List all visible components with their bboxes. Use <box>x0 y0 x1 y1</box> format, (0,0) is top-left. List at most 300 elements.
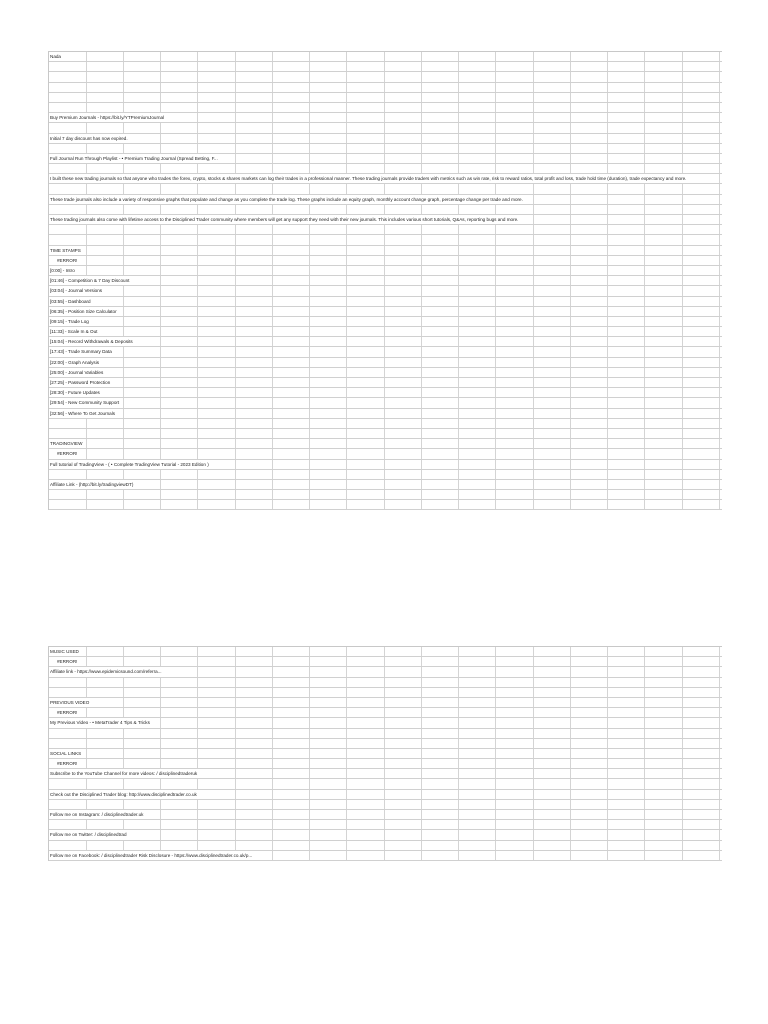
sheet-cell[interactable] <box>87 256 124 265</box>
sheet-cell[interactable] <box>534 759 571 768</box>
sheet-cell[interactable] <box>161 103 198 112</box>
sheet-cell[interactable] <box>534 83 571 92</box>
sheet-cell[interactable] <box>608 72 645 81</box>
sheet-cell[interactable] <box>459 256 496 265</box>
sheet-cell[interactable] <box>608 769 645 778</box>
sheet-cell[interactable] <box>198 810 236 819</box>
sheet-cell[interactable] <box>347 820 385 829</box>
sheet-cell[interactable] <box>161 246 198 255</box>
sheet-cell[interactable] <box>608 749 645 758</box>
sheet-cell[interactable] <box>608 739 645 748</box>
sheet-cell[interactable] <box>645 851 683 860</box>
sheet-cell[interactable] <box>198 62 236 71</box>
sheet-cell[interactable] <box>273 688 310 697</box>
sheet-cell[interactable] <box>161 688 198 697</box>
sheet-cell[interactable] <box>310 164 347 173</box>
sheet-cell[interactable] <box>310 460 347 469</box>
sheet-cell[interactable] <box>608 851 645 860</box>
sheet-cell[interactable] <box>273 769 310 778</box>
sheet-cell[interactable] <box>124 759 161 768</box>
sheet-cell[interactable] <box>459 93 496 102</box>
sheet-cell[interactable] <box>496 810 534 819</box>
sheet-cell[interactable] <box>571 769 608 778</box>
sheet-cell[interactable] <box>385 810 422 819</box>
sheet-cell[interactable] <box>310 327 347 336</box>
sheet-cell[interactable] <box>459 769 496 778</box>
sheet-cell[interactable] <box>645 800 683 809</box>
sheet-cell[interactable] <box>459 449 496 458</box>
sheet-cell[interactable] <box>645 317 683 326</box>
sheet-cell[interactable] <box>87 93 124 102</box>
sheet-cell[interactable] <box>347 83 385 92</box>
sheet-cell[interactable] <box>273 378 310 387</box>
sheet-cell[interactable] <box>571 327 608 336</box>
sheet-cell[interactable] <box>571 266 608 275</box>
sheet-cell[interactable] <box>459 480 496 489</box>
sheet-cell[interactable] <box>87 820 124 829</box>
sheet-cell[interactable] <box>571 297 608 306</box>
sheet-cell[interactable] <box>385 266 422 275</box>
sheet-cell[interactable] <box>683 841 720 850</box>
sheet-cell[interactable] <box>534 419 571 428</box>
sheet-cell[interactable] <box>161 256 198 265</box>
sheet-cell[interactable] <box>608 398 645 407</box>
sheet-cell[interactable] <box>310 480 347 489</box>
sheet-cell[interactable] <box>422 718 459 727</box>
sheet-cell[interactable] <box>347 657 385 666</box>
sheet-cell[interactable] <box>198 667 236 676</box>
sheet-cell[interactable] <box>161 429 198 438</box>
sheet-cell[interactable] <box>310 368 347 377</box>
sheet-cell[interactable] <box>236 480 273 489</box>
sheet-cell[interactable] <box>422 184 459 193</box>
sheet-cell[interactable] <box>273 810 310 819</box>
sheet-cell[interactable] <box>236 72 273 81</box>
sheet-cell[interactable] <box>385 225 422 234</box>
sheet-cell[interactable] <box>347 93 385 102</box>
sheet-cell[interactable] <box>347 810 385 819</box>
sheet-cell[interactable] <box>422 144 459 153</box>
sheet-cell[interactable] <box>571 184 608 193</box>
sheet-cell[interactable] <box>683 144 720 153</box>
sheet-cell[interactable] <box>608 215 645 224</box>
sheet-cell[interactable] <box>273 419 310 428</box>
sheet-cell[interactable] <box>683 790 720 799</box>
sheet-cell[interactable] <box>87 739 124 748</box>
sheet-cell[interactable] <box>161 810 198 819</box>
sheet-cell[interactable] <box>236 256 273 265</box>
sheet-cell[interactable] <box>683 113 720 122</box>
sheet-cell[interactable] <box>310 317 347 326</box>
sheet-cell[interactable] <box>571 347 608 356</box>
sheet-cell[interactable] <box>198 164 236 173</box>
sheet-cell[interactable] <box>161 368 198 377</box>
sheet-cell[interactable] <box>422 164 459 173</box>
sheet-cell[interactable] <box>422 52 459 61</box>
sheet-cell[interactable] <box>347 460 385 469</box>
sheet-cell[interactable] <box>534 368 571 377</box>
sheet-cell[interactable] <box>161 841 198 850</box>
sheet-cell[interactable] <box>161 113 198 122</box>
sheet-cell[interactable] <box>273 439 310 448</box>
sheet-cell[interactable] <box>124 72 161 81</box>
sheet-cell[interactable] <box>571 103 608 112</box>
sheet-cell[interactable] <box>310 378 347 387</box>
sheet-cell[interactable] <box>87 62 124 71</box>
sheet-cell[interactable] <box>571 500 608 509</box>
sheet-cell[interactable] <box>645 225 683 234</box>
sheet-cell[interactable] <box>608 667 645 676</box>
sheet-cell[interactable] <box>124 657 161 666</box>
sheet-cell[interactable] <box>87 225 124 234</box>
sheet-cell[interactable] <box>385 759 422 768</box>
sheet-cell[interactable] <box>459 419 496 428</box>
sheet-cell[interactable] <box>645 419 683 428</box>
sheet-cell[interactable] <box>161 729 198 738</box>
sheet-cell[interactable] <box>496 164 534 173</box>
sheet-cell[interactable] <box>459 297 496 306</box>
sheet-cell[interactable] <box>534 215 571 224</box>
sheet-cell[interactable] <box>273 103 310 112</box>
sheet-cell[interactable] <box>459 347 496 356</box>
sheet-cell[interactable] <box>310 266 347 275</box>
sheet-cell[interactable] <box>273 113 310 122</box>
sheet-cell[interactable] <box>683 225 720 234</box>
sheet-cell[interactable] <box>49 123 87 132</box>
sheet-cell[interactable] <box>347 154 385 163</box>
sheet-cell[interactable] <box>534 286 571 295</box>
sheet-cell[interactable] <box>310 851 347 860</box>
sheet-cell[interactable] <box>571 398 608 407</box>
sheet-cell[interactable] <box>124 749 161 758</box>
sheet-cell[interactable] <box>534 72 571 81</box>
sheet-cell[interactable] <box>385 286 422 295</box>
sheet-cell[interactable] <box>347 830 385 839</box>
sheet-cell[interactable] <box>49 500 87 509</box>
sheet-cell[interactable] <box>273 276 310 285</box>
sheet-cell[interactable] <box>124 266 161 275</box>
sheet-cell[interactable] <box>645 62 683 71</box>
sheet-cell[interactable] <box>645 698 683 707</box>
sheet-cell[interactable] <box>124 164 161 173</box>
sheet-cell[interactable] <box>198 678 236 687</box>
sheet-cell[interactable] <box>310 144 347 153</box>
sheet-cell[interactable] <box>198 500 236 509</box>
sheet-cell[interactable] <box>645 337 683 346</box>
sheet-cell[interactable] <box>496 337 534 346</box>
sheet-cell[interactable] <box>496 297 534 306</box>
sheet-cell[interactable] <box>49 62 87 71</box>
sheet-cell[interactable] <box>124 490 161 499</box>
sheet-cell[interactable] <box>161 307 198 316</box>
sheet-cell[interactable] <box>459 749 496 758</box>
sheet-cell[interactable] <box>422 123 459 132</box>
sheet-cell[interactable] <box>683 256 720 265</box>
sheet-cell[interactable] <box>385 678 422 687</box>
sheet-cell[interactable] <box>422 678 459 687</box>
sheet-cell[interactable] <box>161 500 198 509</box>
sheet-cell[interactable] <box>683 347 720 356</box>
sheet-cell[interactable] <box>385 779 422 788</box>
sheet-cell[interactable] <box>198 286 236 295</box>
sheet-cell[interactable] <box>49 72 87 81</box>
sheet-cell[interactable] <box>124 820 161 829</box>
sheet-cell[interactable] <box>459 460 496 469</box>
sheet-cell[interactable] <box>534 62 571 71</box>
sheet-cell[interactable] <box>608 688 645 697</box>
sheet-cell[interactable] <box>236 429 273 438</box>
sheet-cell[interactable] <box>422 93 459 102</box>
sheet-cell[interactable] <box>608 470 645 479</box>
sheet-cell[interactable] <box>496 678 534 687</box>
sheet-cell[interactable] <box>347 698 385 707</box>
sheet-cell[interactable] <box>645 246 683 255</box>
sheet-cell[interactable] <box>87 779 124 788</box>
sheet-cell[interactable] <box>310 225 347 234</box>
sheet-cell[interactable] <box>236 739 273 748</box>
sheet-cell[interactable] <box>310 718 347 727</box>
sheet-cell[interactable] <box>422 103 459 112</box>
sheet-cell[interactable] <box>273 347 310 356</box>
sheet-cell[interactable] <box>385 749 422 758</box>
sheet-cell[interactable] <box>459 184 496 193</box>
sheet-cell[interactable] <box>310 358 347 367</box>
sheet-cell[interactable] <box>571 256 608 265</box>
sheet-cell[interactable] <box>683 317 720 326</box>
sheet-cell[interactable] <box>496 790 534 799</box>
sheet-cell[interactable] <box>87 439 124 448</box>
sheet-cell[interactable] <box>198 480 236 489</box>
sheet-cell[interactable] <box>310 409 347 418</box>
sheet-cell[interactable] <box>385 327 422 336</box>
sheet-cell[interactable] <box>534 688 571 697</box>
sheet-cell[interactable] <box>496 657 534 666</box>
sheet-cell[interactable] <box>422 297 459 306</box>
sheet-cell[interactable] <box>310 810 347 819</box>
sheet-cell[interactable] <box>571 698 608 707</box>
sheet-cell[interactable] <box>87 72 124 81</box>
sheet-cell[interactable] <box>124 347 161 356</box>
sheet-cell[interactable] <box>571 388 608 397</box>
sheet-cell[interactable] <box>236 769 273 778</box>
sheet-cell[interactable] <box>124 62 161 71</box>
sheet-cell[interactable] <box>683 678 720 687</box>
sheet-cell[interactable] <box>236 657 273 666</box>
sheet-cell[interactable] <box>645 678 683 687</box>
sheet-cell[interactable] <box>49 688 87 697</box>
sheet-cell[interactable] <box>683 739 720 748</box>
sheet-cell[interactable] <box>571 52 608 61</box>
sheet-cell[interactable] <box>683 378 720 387</box>
sheet-cell[interactable] <box>422 205 459 214</box>
sheet-cell[interactable] <box>310 729 347 738</box>
sheet-cell[interactable] <box>273 667 310 676</box>
sheet-cell[interactable] <box>310 841 347 850</box>
sheet-cell[interactable] <box>273 164 310 173</box>
sheet-cell[interactable] <box>496 718 534 727</box>
sheet-cell[interactable] <box>161 378 198 387</box>
sheet-cell[interactable] <box>161 657 198 666</box>
sheet-cell[interactable] <box>124 246 161 255</box>
sheet-cell[interactable] <box>608 307 645 316</box>
sheet-cell[interactable] <box>496 83 534 92</box>
sheet-cell[interactable] <box>459 235 496 244</box>
sheet-cell[interactable] <box>310 205 347 214</box>
sheet-cell[interactable] <box>385 419 422 428</box>
sheet-cell[interactable] <box>385 358 422 367</box>
sheet-cell[interactable] <box>422 460 459 469</box>
sheet-cell[interactable] <box>161 337 198 346</box>
sheet-cell[interactable] <box>571 123 608 132</box>
sheet-cell[interactable] <box>459 851 496 860</box>
sheet-cell[interactable] <box>273 327 310 336</box>
sheet-cell[interactable] <box>645 368 683 377</box>
sheet-cell[interactable] <box>273 779 310 788</box>
sheet-cell[interactable] <box>385 800 422 809</box>
sheet-cell[interactable] <box>683 708 720 717</box>
sheet-cell[interactable] <box>161 164 198 173</box>
sheet-cell[interactable] <box>459 134 496 143</box>
sheet-cell[interactable] <box>571 144 608 153</box>
sheet-cell[interactable] <box>236 667 273 676</box>
sheet-cell[interactable] <box>87 800 124 809</box>
sheet-cell[interactable] <box>422 739 459 748</box>
sheet-cell[interactable] <box>161 134 198 143</box>
sheet-cell[interactable] <box>534 327 571 336</box>
sheet-cell[interactable] <box>87 729 124 738</box>
sheet-cell[interactable] <box>571 439 608 448</box>
sheet-cell[interactable] <box>534 266 571 275</box>
sheet-cell[interactable] <box>236 449 273 458</box>
sheet-cell[interactable] <box>645 759 683 768</box>
sheet-cell[interactable] <box>608 460 645 469</box>
sheet-cell[interactable] <box>608 678 645 687</box>
sheet-cell[interactable] <box>161 667 198 676</box>
sheet-cell[interactable] <box>496 470 534 479</box>
sheet-cell[interactable] <box>608 409 645 418</box>
sheet-cell[interactable] <box>422 698 459 707</box>
sheet-cell[interactable] <box>198 337 236 346</box>
sheet-cell[interactable] <box>534 500 571 509</box>
sheet-cell[interactable] <box>273 358 310 367</box>
sheet-cell[interactable] <box>49 739 87 748</box>
sheet-cell[interactable] <box>273 144 310 153</box>
sheet-cell[interactable] <box>459 307 496 316</box>
sheet-cell[interactable] <box>645 378 683 387</box>
sheet-cell[interactable] <box>87 123 124 132</box>
sheet-cell[interactable] <box>347 388 385 397</box>
sheet-cell[interactable] <box>347 378 385 387</box>
sheet-cell[interactable] <box>198 647 236 656</box>
sheet-cell[interactable] <box>385 657 422 666</box>
sheet-cell[interactable] <box>459 398 496 407</box>
sheet-cell[interactable] <box>422 72 459 81</box>
sheet-cell[interactable] <box>683 800 720 809</box>
sheet-cell[interactable] <box>385 93 422 102</box>
sheet-cell[interactable] <box>273 235 310 244</box>
sheet-cell[interactable] <box>273 134 310 143</box>
sheet-cell[interactable] <box>310 419 347 428</box>
sheet-cell[interactable] <box>571 235 608 244</box>
sheet-cell[interactable] <box>124 409 161 418</box>
sheet-cell[interactable] <box>608 657 645 666</box>
sheet-cell[interactable] <box>422 810 459 819</box>
sheet-cell[interactable] <box>683 286 720 295</box>
sheet-cell[interactable] <box>608 368 645 377</box>
sheet-cell[interactable] <box>645 52 683 61</box>
sheet-cell[interactable] <box>571 317 608 326</box>
sheet-cell[interactable] <box>645 779 683 788</box>
sheet-cell[interactable] <box>347 184 385 193</box>
sheet-cell[interactable] <box>124 256 161 265</box>
sheet-cell[interactable] <box>534 297 571 306</box>
sheet-cell[interactable] <box>534 409 571 418</box>
sheet-cell[interactable] <box>236 378 273 387</box>
sheet-cell[interactable] <box>608 449 645 458</box>
sheet-cell[interactable] <box>608 779 645 788</box>
sheet-cell[interactable] <box>571 409 608 418</box>
sheet-cell[interactable] <box>310 388 347 397</box>
sheet-cell[interactable] <box>385 429 422 438</box>
sheet-cell[interactable] <box>422 337 459 346</box>
sheet-cell[interactable] <box>645 388 683 397</box>
sheet-cell[interactable] <box>347 337 385 346</box>
sheet-cell[interactable] <box>534 851 571 860</box>
sheet-cell[interactable] <box>645 154 683 163</box>
sheet-cell[interactable] <box>161 388 198 397</box>
sheet-cell[interactable] <box>347 439 385 448</box>
sheet-cell[interactable] <box>571 779 608 788</box>
sheet-cell[interactable] <box>310 134 347 143</box>
sheet-cell[interactable] <box>496 225 534 234</box>
sheet-cell[interactable] <box>347 841 385 850</box>
sheet-cell[interactable] <box>645 398 683 407</box>
sheet-cell[interactable] <box>422 266 459 275</box>
sheet-cell[interactable] <box>87 419 124 428</box>
sheet-cell[interactable] <box>49 164 87 173</box>
sheet-cell[interactable] <box>87 678 124 687</box>
sheet-cell[interactable] <box>683 134 720 143</box>
sheet-cell[interactable] <box>571 378 608 387</box>
sheet-cell[interactable] <box>683 480 720 489</box>
sheet-cell[interactable] <box>124 439 161 448</box>
sheet-cell[interactable] <box>385 490 422 499</box>
sheet-cell[interactable] <box>608 480 645 489</box>
sheet-cell[interactable] <box>198 698 236 707</box>
sheet-cell[interactable] <box>124 841 161 850</box>
sheet-cell[interactable] <box>49 419 87 428</box>
sheet-cell[interactable] <box>273 205 310 214</box>
sheet-cell[interactable] <box>87 759 124 768</box>
sheet-cell[interactable] <box>347 256 385 265</box>
sheet-cell[interactable] <box>422 769 459 778</box>
sheet-cell[interactable] <box>87 52 124 61</box>
sheet-cell[interactable] <box>273 647 310 656</box>
sheet-cell[interactable] <box>683 327 720 336</box>
sheet-cell[interactable] <box>236 317 273 326</box>
sheet-cell[interactable] <box>161 358 198 367</box>
sheet-cell[interactable] <box>273 500 310 509</box>
sheet-cell[interactable] <box>608 708 645 717</box>
sheet-cell[interactable] <box>198 388 236 397</box>
sheet-cell[interactable] <box>422 779 459 788</box>
sheet-cell[interactable] <box>198 205 236 214</box>
sheet-cell[interactable] <box>608 378 645 387</box>
sheet-cell[interactable] <box>87 449 124 458</box>
sheet-cell[interactable] <box>571 286 608 295</box>
sheet-cell[interactable] <box>608 337 645 346</box>
sheet-cell[interactable] <box>496 246 534 255</box>
